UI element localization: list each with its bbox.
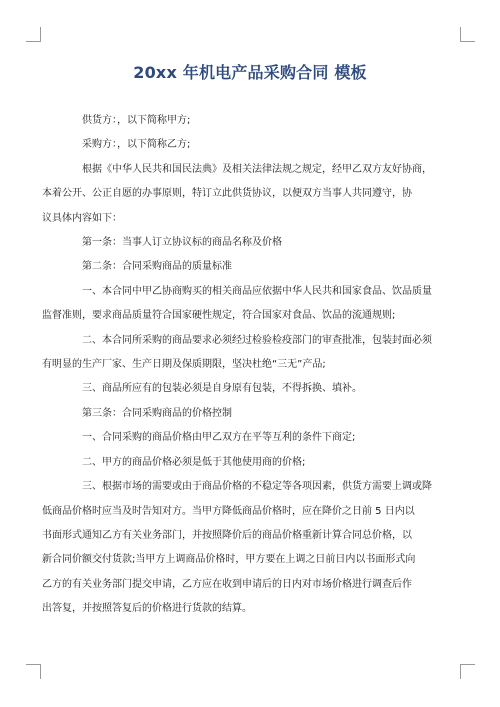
paragraph-line: 低商品价格时应当及时告知对方。当甲方降低商品价格时，应在降价之日前 5 日内以	[42, 505, 415, 517]
paragraph-line: 二、甲方的商品价格必须是低于其他使用商的价格;	[82, 456, 306, 468]
paragraph-supplier	[62, 109, 438, 133]
paragraph-purchaser	[62, 133, 438, 157]
paragraph-line: 三、根据市场的需要或由于商品价格的不稳定等各项因素，供货方需要上调或降	[82, 481, 432, 493]
paragraph-line: 议具体内容如下：	[42, 212, 122, 224]
paragraph-line: 采购方：，以下简称乙方;	[82, 139, 191, 151]
paragraph-article-2-item-2	[42, 329, 438, 378]
paragraph-line: 根据《中华人民共和国民法典》及相关法律法规之规定，经甲乙双方友好协商，	[82, 163, 432, 175]
paragraph-line: 第二条：合同采购商品的质量标准	[82, 261, 232, 273]
paragraph-line: 第一条：当事人订立协议标的商品名称及价格	[82, 237, 282, 249]
paragraph-line: 第三条：合同采购商品的价格控制	[82, 407, 232, 419]
paragraph-line: 书面形式通知乙方有关业务部门，并按照降价后的商品价格重新计算合同总价格，以	[42, 529, 412, 541]
paragraph-article-2	[62, 255, 438, 279]
paragraph-line: 监督准则，要求商品质量符合国家硬性规定，符合国家对食品、饮品的流通规则;	[42, 310, 396, 322]
paragraph-line: 三、商品所应有的包装必须是自身原有包装，不得拆换、填补。	[82, 383, 362, 395]
paragraph-article-1	[62, 231, 438, 255]
paragraph-article-3-item-1	[62, 426, 438, 450]
crop-mark-top-left	[26, 27, 41, 42]
paragraph-article-3	[62, 402, 438, 426]
paragraph-line: 新合同价额交付货款;当甲方上调商品价格时，甲方要在上调之日前日内以书面形式向	[42, 554, 416, 566]
paragraph-line: 乙方的有关业务部门提交申请，乙方应在收到申请后的日内对市场价格进行调查后作	[42, 578, 412, 590]
crop-mark-top-right	[460, 27, 475, 42]
paragraph-article-2-item-1	[42, 280, 438, 329]
paragraph-article-3-item-3	[42, 475, 438, 621]
paragraph-line: 本着公开、公正自愿的办事原则，特订立此供货协议，以便双方当事人共同遵守，协	[42, 188, 412, 200]
crop-mark-bottom-left	[26, 664, 41, 679]
document-body	[42, 109, 438, 622]
paragraph-article-3-item-2	[62, 451, 438, 475]
paragraph-line: 一、合同采购的商品价格由甲乙双方在平等互利的条件下商定;	[82, 432, 356, 444]
document-title: 20xx 年机电产品采购合同 模板	[133, 63, 367, 82]
paragraph-line: 一、本合同中甲乙协商购买的相关商品应依据中华人民共和国家食品、饮品质量	[82, 285, 432, 297]
crop-mark-bottom-right	[460, 664, 475, 679]
paragraph-line: 有明显的生产厂家、生产日期及保质期限，坚决杜绝“三无”产品;	[42, 359, 326, 371]
paragraph-preamble	[42, 158, 438, 231]
paragraph-line: 出答复，并按照答复后的价格进行货款的结算。	[42, 603, 252, 615]
paragraph-line: 供货方：，以下简称甲方;	[82, 115, 191, 126]
paragraph-article-2-item-3	[62, 377, 438, 401]
paragraph-line: 二、本合同所采购的商品要求必须经过检验检疫部门的审查批准，包装封面必须	[82, 334, 432, 346]
